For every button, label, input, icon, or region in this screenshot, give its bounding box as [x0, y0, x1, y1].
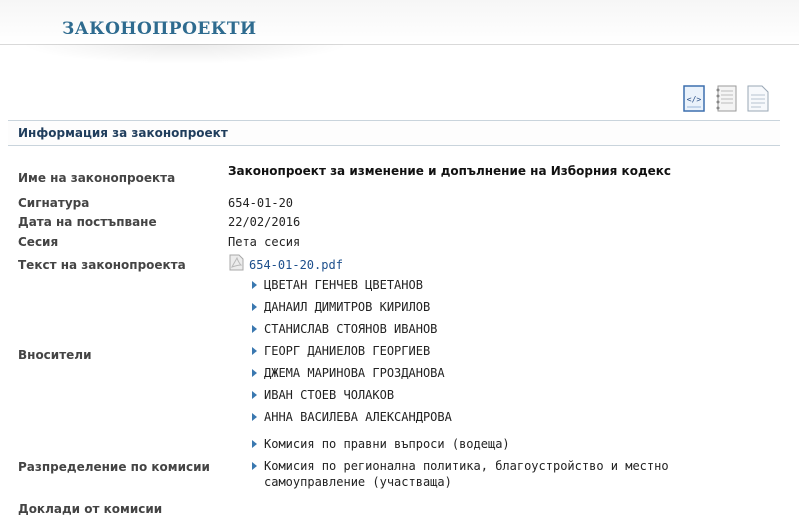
sponsor-name[interactable]: ДАНАИЛ ДИМИТРОВ КИРИЛОВ [264, 300, 431, 314]
page-title: ЗАКОНОПРОЕКТИ [62, 19, 257, 39]
pdf-link[interactable]: 654-01-20.pdf [249, 258, 343, 272]
sponsor-name[interactable]: СТАНИСЛАВ СТОЯНОВ ИВАНОВ [264, 322, 438, 336]
committee-item[interactable] [250, 458, 720, 490]
committees-list [250, 436, 720, 496]
committees-label: Разпределение по комисии [18, 460, 210, 474]
signature-label: Сигнатура [18, 196, 90, 210]
bullet-arrow-icon [252, 303, 257, 311]
bullet-arrow-icon [252, 347, 257, 355]
page-header [0, 0, 799, 45]
text-document-icon[interactable] [747, 85, 769, 112]
bullet-arrow-icon [252, 369, 257, 377]
sponsor-item[interactable] [250, 343, 452, 365]
pdf-icon[interactable] [228, 254, 245, 271]
sponsor-item[interactable] [250, 409, 452, 431]
header-shadow [20, 44, 350, 64]
section-header [8, 120, 780, 146]
reports-label: Доклади от комисии [18, 502, 163, 516]
bullet-arrow-icon [252, 413, 257, 421]
notebook-icon[interactable] [715, 85, 737, 112]
date-value: 22/02/2016 [228, 215, 301, 229]
session-label: Сесия [18, 235, 59, 249]
sponsor-item[interactable] [250, 277, 452, 299]
xml-document-icon[interactable] [683, 85, 705, 112]
sponsor-name[interactable]: ИВАН СТОЕВ ЧОЛАКОВ [264, 388, 395, 402]
bullet-arrow-icon [252, 281, 257, 289]
sponsor-name[interactable]: АННА ВАСИЛЕВА АЛЕКСАНДРОВА [264, 410, 452, 424]
committee-item[interactable] [250, 436, 720, 452]
sponsor-item[interactable] [250, 321, 452, 343]
bill-name-value: Законопроект за изменение и допълнение на Изборния кодекс [228, 164, 672, 178]
sponsors-list [250, 277, 452, 431]
committee-name[interactable]: Комисия по правни въпроси (водеща) [264, 437, 510, 451]
bill-name-label: Име на законопроекта [18, 171, 176, 185]
export-toolbar [683, 85, 769, 112]
sponsor-name[interactable]: ЦВЕТАН ГЕНЧЕВ ЦВЕТАНОВ [264, 278, 423, 292]
signature-value: 654-01-20 [228, 196, 294, 210]
sponsor-item[interactable] [250, 365, 452, 387]
session-value: Пета сесия [228, 235, 301, 249]
sponsor-item[interactable] [250, 299, 452, 321]
committee-name[interactable]: Комисия по регионална политика, благоустройство и местно самоуправление (участваща) [264, 459, 669, 489]
bullet-arrow-icon [252, 325, 257, 333]
date-label: Дата на постъпване [18, 215, 157, 229]
section-title: Информация за законопроект [18, 126, 228, 140]
sponsor-item[interactable] [250, 387, 452, 409]
sponsors-label: Вносители [18, 348, 92, 362]
sponsor-name[interactable]: ГЕОРГ ДАНИЕЛОВ ГЕОРГИЕВ [264, 344, 431, 358]
bullet-arrow-icon [252, 440, 257, 448]
svg-text:</>: </> [686, 95, 702, 104]
bullet-arrow-icon [252, 462, 257, 470]
bullet-arrow-icon [252, 391, 257, 399]
sponsor-name[interactable]: ДЖЕМА МАРИНОВА ГРОЗДАНОВА [264, 366, 445, 380]
bill-text-label: Текст на законопроекта [18, 258, 186, 272]
